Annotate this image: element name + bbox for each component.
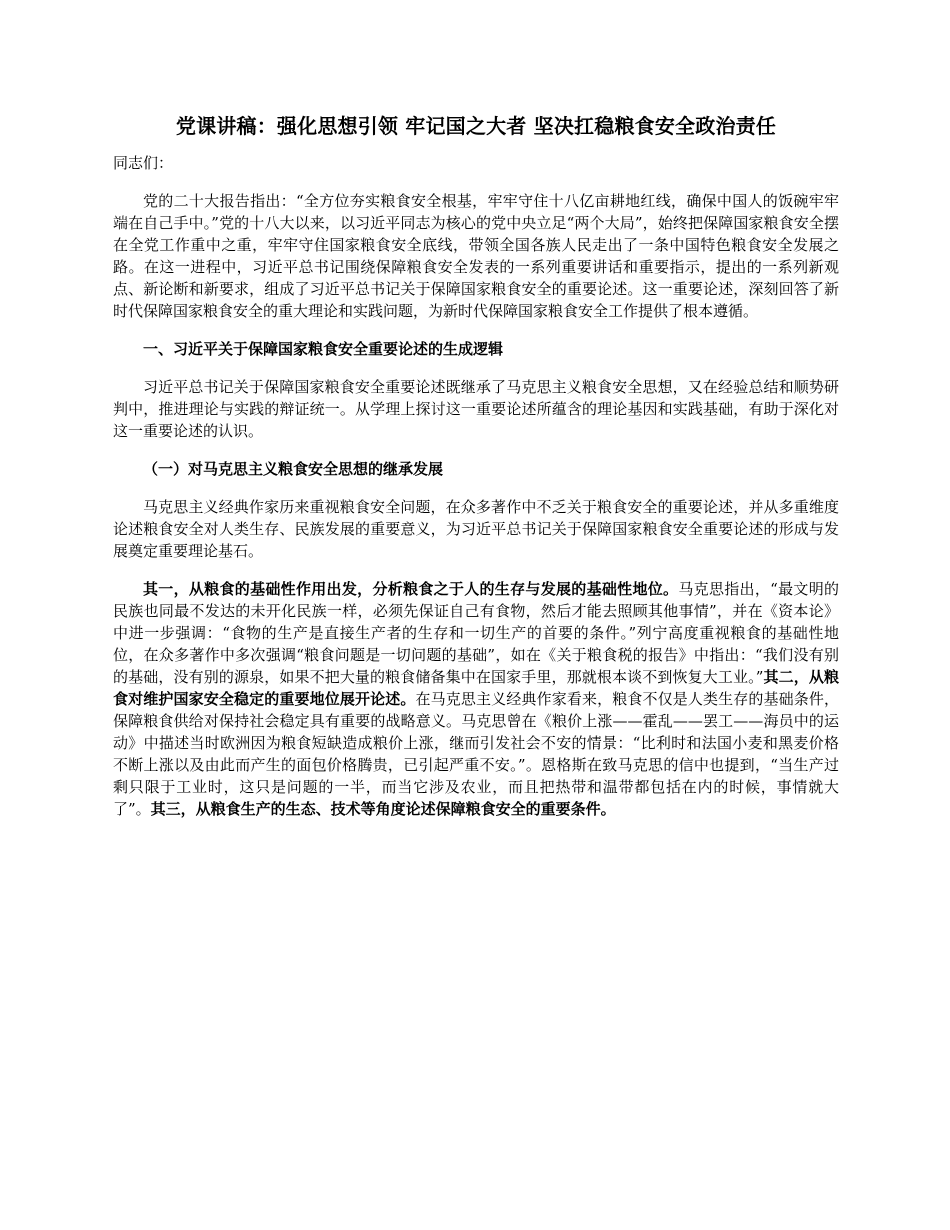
section-1-paragraph: 习近平总书记关于保障国家粮食安全重要论述既继承了马克思主义粮食安全思想，又在经验总结和顺势研判中，推进理论与实践的辩证统一。从学理上探讨这一重要论述所蕴含的理论基因和实践基础，有助于深化对这一重要论述的认识。 (113, 378, 839, 440)
document-page (113, 112, 839, 836)
point-1-lead: 其一，从粮食的基础性作用出发，分析粮食之于人的生存与发展的基础性地位。 (143, 580, 679, 598)
point-1-text: 马克思指出，“最文明的民族也同最不发达的未开化民族一样，必须先保证自己有食物，然后才能去照顾其他事情”，并在《资本论》中进一步强调：“食物的生产是直接生产者的生存和一切生产的首要的条件。”列宁高度重视粮食的基础性地位，在众多著作中多次强调“粮食问题是一切问题的基础”，如在《关于粮食税的报告》中指出：“我们没有别的基础，没有别的源泉，如果不把大量的粮食储备集中在国家手里，那就根本谈不到恢复大工业。” (113, 580, 839, 686)
intro-paragraph: 党的二十大报告指出：“全方位夯实粮食安全根基，牢牢守住十八亿亩耕地红线，确保中国人的饭碗牢牢端在自己手中。”党的十八大以来，以习近平同志为核心的党中央立足“两个大局”，始终把保障国家粮食安全摆在全党工作重中之重，牢牢守住国家粮食安全底线，带领全国各族人民走出了一条中国特色粮食安全发展之路。在这一进程中，习近平总书记围绕保障粮食安全发表的一系列重要讲话和重要指示，提出的一系列新观点、新论断和新要求，组成了习近平总书记关于保障国家粮食安全的重要论述。这一重要论述，深刻回答了新时代保障国家粮食安全的重大理论和实践问题，为新时代保障国家粮食安全工作提供了根本遵循。 (113, 192, 839, 320)
subsection-heading-1: （一）对马克思主义粮食安全思想的继承发展 (143, 460, 444, 478)
section-heading-1: 一、习近平关于保障国家粮食安全重要论述的生成逻辑 (143, 340, 504, 358)
document-title: 党课讲稿：强化思想引领 牢记国之大者 坚决扛稳粮食安全政治责任 (175, 114, 777, 138)
point-3-lead: 其三，从粮食生产的生态、技术等角度论述保障粮食安全的重要条件。 (150, 800, 616, 818)
greeting: 同志们： (113, 154, 174, 172)
point-2-text: 在马克思主义经典作家看来，粮食不仅是人类生存的基础条件，保障粮食供给对保持社会稳定具有重要的战略意义。马克思曾在《粮价上涨——霍乱——罢工——海员中的运动》中描述当时欧洲因为粮食短缺造成粮价上涨，继而引发社会不安的情景：“比利时和法国小麦和黑麦价格不断上涨以及由此而产生的面包价格腾贵，已引起严重不安。”。恩格斯在致马克思的信中也提到，“当生产过剩只限于工业时，这只是问题的一半，而当它涉及农业，而且把热带和温带都包括在内的时候，事情就大了”。 (113, 690, 839, 818)
points-paragraph (113, 578, 839, 820)
subsection-1-paragraph: 马克思主义经典作家历来重视粮食安全问题，在众多著作中不乏关于粮食安全的重要论述，并从多重维度论述粮食安全对人类生存、民族发展的重要意义，为习近平总书记关于保障国家粮食安全重要论述的形成与发展奠定重要理论基石。 (113, 498, 839, 560)
point-2-lead: 其二，从粮食对维护国家安全稳定的重要地位展开论述。 (113, 668, 839, 708)
